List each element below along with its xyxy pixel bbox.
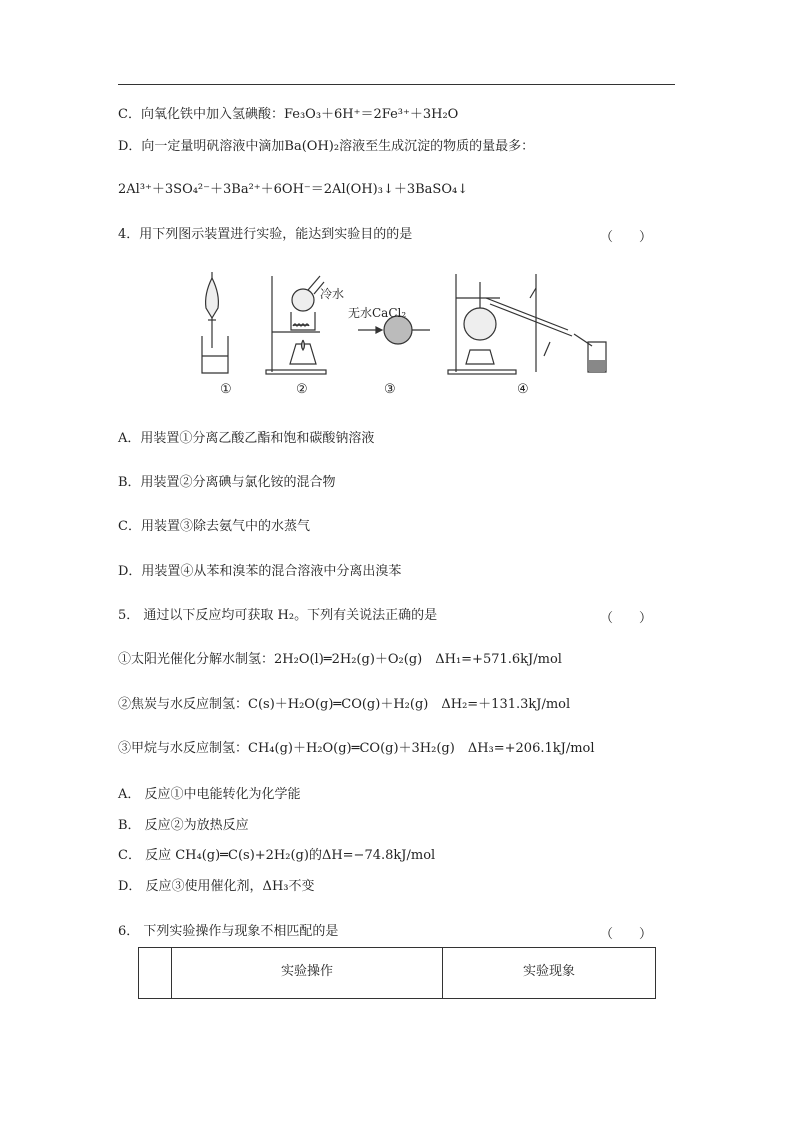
q5-option-c: C． 反应 CH₄(g)═C(s)+2H₂(g)的ΔH=−74.8kJ/mol	[118, 848, 436, 863]
drying-agent-label: 无水CaCl₂	[348, 306, 407, 320]
table-header-index	[139, 948, 172, 999]
apparatus-label-2: ②	[296, 382, 308, 397]
q4-answer-paren: （ ）	[600, 230, 653, 245]
q5-stem: 5． 通过以下反应均可获取 H₂。下列有关说法正确的是	[118, 608, 438, 623]
table-header-phenomenon: 实验现象	[443, 948, 656, 999]
q5-option-a: A． 反应①中电能转化为化学能	[118, 787, 301, 802]
q6-table	[138, 947, 656, 999]
q4-option-d: D．用装置④从苯和溴苯的混合溶液中分离出溴苯	[118, 564, 402, 579]
q5-reaction-1: ①太阳光催化分解水制氢：2H₂O(l)═2H₂(g)＋O₂(g) ΔH₁=+571.6kJ/mol	[118, 652, 562, 667]
q4-option-c: C．用装置③除去氨气中的水蒸气	[118, 519, 310, 534]
apparatus-label-3: ③	[384, 382, 396, 397]
q4-stem: 4．用下列图示装置进行实验，能达到实验目的的是	[118, 227, 413, 242]
table-row	[139, 948, 656, 999]
q4-option-a: A．用装置①分离乙酸乙酯和饱和碳酸钠溶液	[118, 431, 375, 446]
q6-stem: 6． 下列实验操作与现象不相匹配的是	[118, 924, 339, 939]
q5-answer-paren: （ ）	[600, 611, 653, 626]
q3-option-d: D．向一定量明矾溶液中滴加Ba(OH)₂溶液至生成沉淀的物质的量最多：	[118, 139, 535, 154]
q5-reaction-3: ③甲烷与水反应制氢：CH₄(g)＋H₂O(g)═CO(g)＋3H₂(g) ΔH₃=+206.1kJ/mol	[118, 741, 595, 756]
cold-water-label: 冷水	[320, 287, 345, 301]
q6-answer-paren: （ ）	[600, 927, 653, 942]
apparatus-label-1: ①	[220, 382, 232, 397]
sublimation-apparatus-icon	[266, 276, 326, 374]
q5-option-b: B． 反应②为放热反应	[118, 818, 249, 833]
apparatus-drawing	[190, 268, 610, 383]
table-header-operation: 实验操作	[172, 948, 443, 999]
q4-option-b: B．用装置②分离碘与氯化铵的混合物	[118, 475, 336, 490]
distillation-apparatus-icon	[448, 274, 606, 374]
apparatus-figure	[190, 268, 610, 403]
apparatus-label-4: ④	[517, 382, 529, 397]
q5-reaction-2: ②焦炭与水反应制氢：C(s)＋H₂O(g)═CO(g)＋H₂(g) ΔH₂=＋131.3kJ/mol	[118, 697, 571, 712]
header-rule	[118, 84, 675, 85]
q5-option-d: D． 反应③使用催化剂，ΔH₃不变	[118, 879, 315, 894]
q3-option-d-equation: 2Al³⁺＋3SO₄²⁻＋3Ba²⁺＋6OH⁻＝2Al(OH)₃↓＋3BaSO₄↓	[118, 182, 469, 197]
q3-option-c: C．向氧化铁中加入氢碘酸：Fe₃O₃＋6H⁺＝2Fe³⁺＋3H₂O	[118, 107, 459, 122]
separatory-funnel-icon	[202, 272, 228, 373]
